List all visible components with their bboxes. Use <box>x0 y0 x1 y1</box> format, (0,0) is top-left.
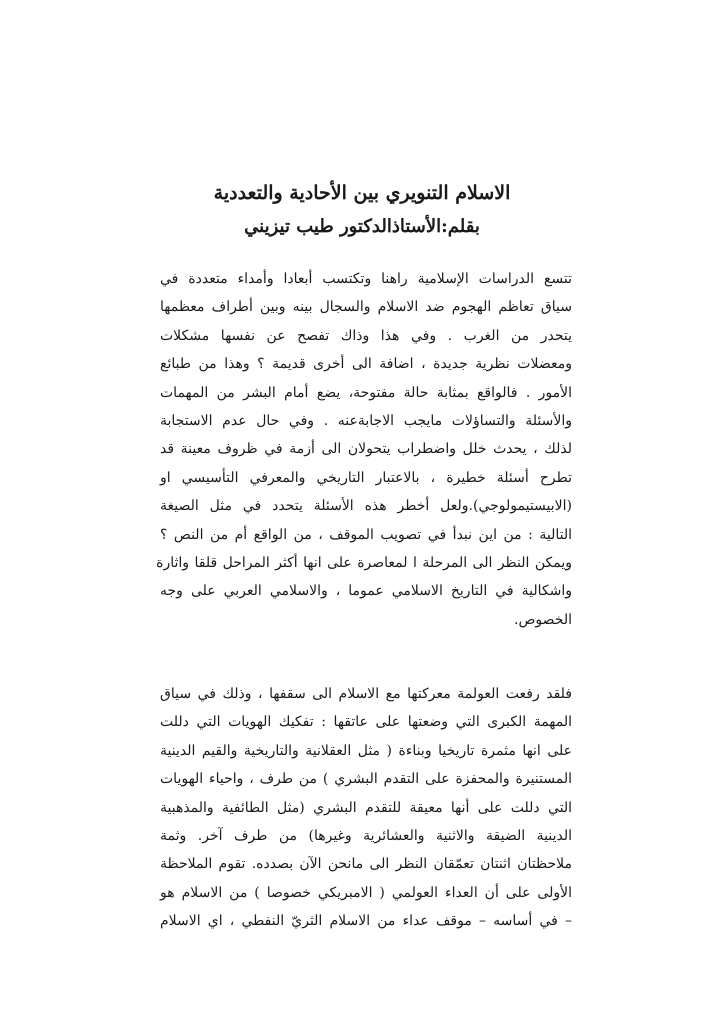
article-title: الاسلام التنويري بين الأحادية والتعددية <box>213 182 511 204</box>
paragraph-line: الأمور . فالواقع بمثابة حالة مفتوحة، يضع أمام البشر من المهمات <box>160 384 572 401</box>
paragraph-line: ملاحظتان اثنتان تعمّقان النظر الى مانحن الآن بصدده. تقوم الملاحظة <box>160 856 572 873</box>
paragraph-line: (الابيستيمولوجي).ولعل أخطر هذه الأسئلة يتحدد في مثل الصيغة <box>160 498 572 515</box>
paragraph-line: – في أساسه – موقف عداء من الاسلام الثريّ النفطي ، اي الاسلام <box>160 913 572 930</box>
paragraph-line: واشكالية في التاريخ الاسلامي عموما ، والاسلامي العربي على وجه <box>160 583 572 600</box>
heading-block <box>150 178 574 242</box>
paragraph-line: تتسع الدراسات الإسلامية راهنا وتكتسب أبعادا وأمداء متعددة في <box>160 271 572 287</box>
paragraph-line: يتحدر من الغرب . وفي هذا وذاك تفصح عن نفسها مشكلات <box>160 327 572 344</box>
paragraph-line: على انها مثمرة تاريخيا وبناءة ( مثل العقلانية والتاريخية والقيم الدينية <box>160 742 572 759</box>
paragraph-line: التالية : من اين نبدأ في تصويب الموقف ، من الواقع أم من النص ؟ <box>160 526 572 543</box>
paragraph-line: الأولى على أن العداء العولمي ( الامبريكي خصوصا ) من الاسلام هو <box>160 884 572 901</box>
paragraph-line: تطرح أسئلة خطيرة ، بالاعتبار التاريخي والمعرفي التأسيسي او <box>160 469 572 486</box>
paragraph-line: والأسئلة والتساؤلات مايجب الاجابةعنه . وفي حال عدم الاستجابة <box>160 413 572 430</box>
paragraph-line: ويمكن النظر الى المرحلة ا لمعاصرة على انها أكثر المراحل قلقا واثارة <box>156 555 572 572</box>
paragraph-2 <box>160 680 572 936</box>
paragraph-line: الدينية الضيقة والاثنية والعشائرية وغيرها) من طرف آخر. وثمة <box>160 828 572 845</box>
paragraph-line: سياق تعاظم الهجوم ضد الاسلام والسجال بينه وبين أطراف معظمها <box>160 299 572 316</box>
paragraph-line: المهمة الكبرى التي وضعتها على عاتقها : تفكيك الهويات التي دللت <box>160 714 572 731</box>
article-author: بقلم:الأستاذالدكتور طيب تيزيني <box>244 216 480 237</box>
paragraph-1 <box>156 265 572 634</box>
paragraph-line: فلقد رفعت العولمة معركتها مع الاسلام الى سقفها ، وذلك في سياق <box>160 686 572 702</box>
paragraph-line: لذلك ، يحدث خلل واضطراب يتحولان الى أزمة في ظروف معينة قد <box>160 441 572 458</box>
paragraph-line: التي دللت على أنها معيقة للتقدم البشري (مثل الطائفية والمذهبية <box>160 799 572 816</box>
paragraph-line: الخصوص. <box>514 611 572 628</box>
paragraph-line: المستنيرة والمحفزة على التقدم البشري ) من طرف ، واحياء الهويات <box>160 771 572 788</box>
paragraph-line: ومعضلات نظرية جديدة ، اضافة الى أخرى قديمة ؟ وهذا من طبائع <box>160 356 572 373</box>
